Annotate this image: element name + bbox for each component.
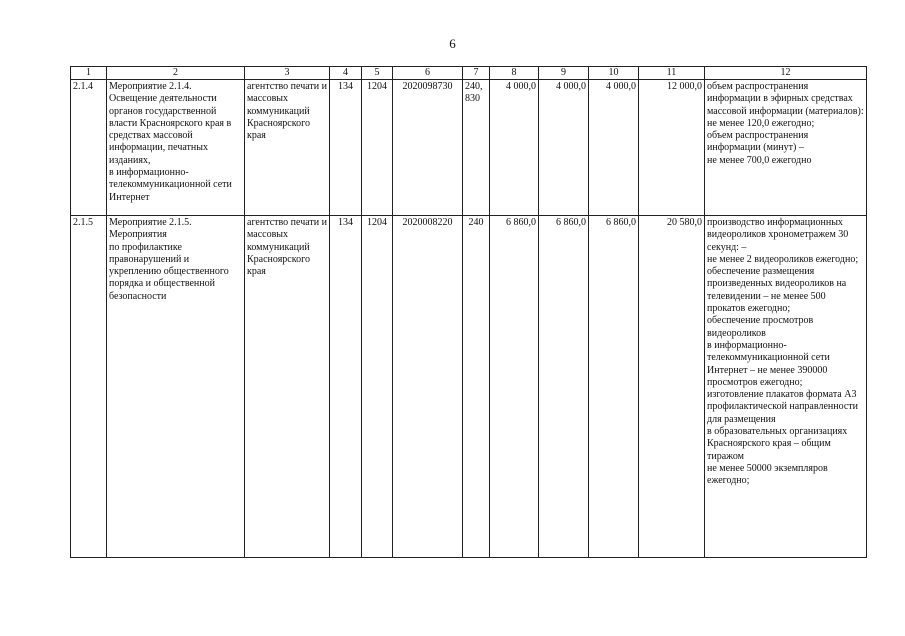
total-amount: 12 000,0 bbox=[639, 80, 705, 216]
expected-result: производство информационных видеороликов хронометражем 30 секунд: – не менее 2 видеороликов ежегодно; обеспечение размещения произведенных видеороликов на телевидении – не менее 500 прокатов ежегодно; обеспечение просмотров видеороликов в информационно-телекоммуникационной сети Интернет – не менее 390000 просмотров ежегодно; изготовление плакатов формата А3 профилактической направленности для размещения в образовательных организациях Красноярского края – общим тиражом не менее 50000 экземпляров ежегодно; bbox=[705, 216, 867, 558]
expense-type-code: 240, 830 bbox=[463, 80, 490, 216]
grbs-code: 134 bbox=[330, 80, 362, 216]
target-article-code: 2020008220 bbox=[393, 216, 463, 558]
measures-table bbox=[70, 66, 867, 558]
measure-name: Мероприятие 2.1.4. Освещение деятельности органов государственной власти Красноярского края в средствах массовой информации, печатных изданиях, в информационно-телекоммуникационной сети Интернет bbox=[107, 80, 245, 216]
header-col-10: 10 bbox=[589, 67, 639, 80]
year-2-amount: 6 860,0 bbox=[539, 216, 589, 558]
section-code: 1204 bbox=[362, 216, 393, 558]
year-2-amount: 4 000,0 bbox=[539, 80, 589, 216]
header-col-3: 3 bbox=[245, 67, 330, 80]
header-col-1: 1 bbox=[71, 67, 107, 80]
header-col-5: 5 bbox=[362, 67, 393, 80]
header-col-2: 2 bbox=[107, 67, 245, 80]
header-col-9: 9 bbox=[539, 67, 589, 80]
total-amount: 20 580,0 bbox=[639, 216, 705, 558]
header-col-11: 11 bbox=[639, 67, 705, 80]
target-article-code: 2020098730 bbox=[393, 80, 463, 216]
grbs-code: 134 bbox=[330, 216, 362, 558]
header-col-8: 8 bbox=[490, 67, 539, 80]
year-1-amount: 6 860,0 bbox=[490, 216, 539, 558]
measure-name: Мероприятие 2.1.5. Мероприятия по профилактике правонарушений и укреплению общественного порядка и общественной безопасности bbox=[107, 216, 245, 558]
header-col-7: 7 bbox=[463, 67, 490, 80]
header-col-6: 6 bbox=[393, 67, 463, 80]
section-code: 1204 bbox=[362, 80, 393, 216]
measure-number: 2.1.5 bbox=[71, 216, 107, 558]
header-col-12: 12 bbox=[705, 67, 867, 80]
responsible-agency: агентство печати и массовых коммуникаций Красноярского края bbox=[245, 80, 330, 216]
measure-number: 2.1.4 bbox=[71, 80, 107, 216]
year-3-amount: 4 000,0 bbox=[589, 80, 639, 216]
table-row bbox=[71, 216, 867, 558]
expected-result: объем распространения информации в эфирных средствах массовой информации (материалов): не менее 120,0 ежегодно; объем распространения информации (минут) – не менее 700,0 ежегодно bbox=[705, 80, 867, 216]
table-row bbox=[71, 80, 867, 216]
header-col-4: 4 bbox=[330, 67, 362, 80]
responsible-agency: агентство печати и массовых коммуникаций Красноярского края bbox=[245, 216, 330, 558]
header-row bbox=[71, 67, 867, 80]
year-3-amount: 6 860,0 bbox=[589, 216, 639, 558]
expense-type-code: 240 bbox=[463, 216, 490, 558]
year-1-amount: 4 000,0 bbox=[490, 80, 539, 216]
page-number: 6 bbox=[449, 36, 456, 51]
